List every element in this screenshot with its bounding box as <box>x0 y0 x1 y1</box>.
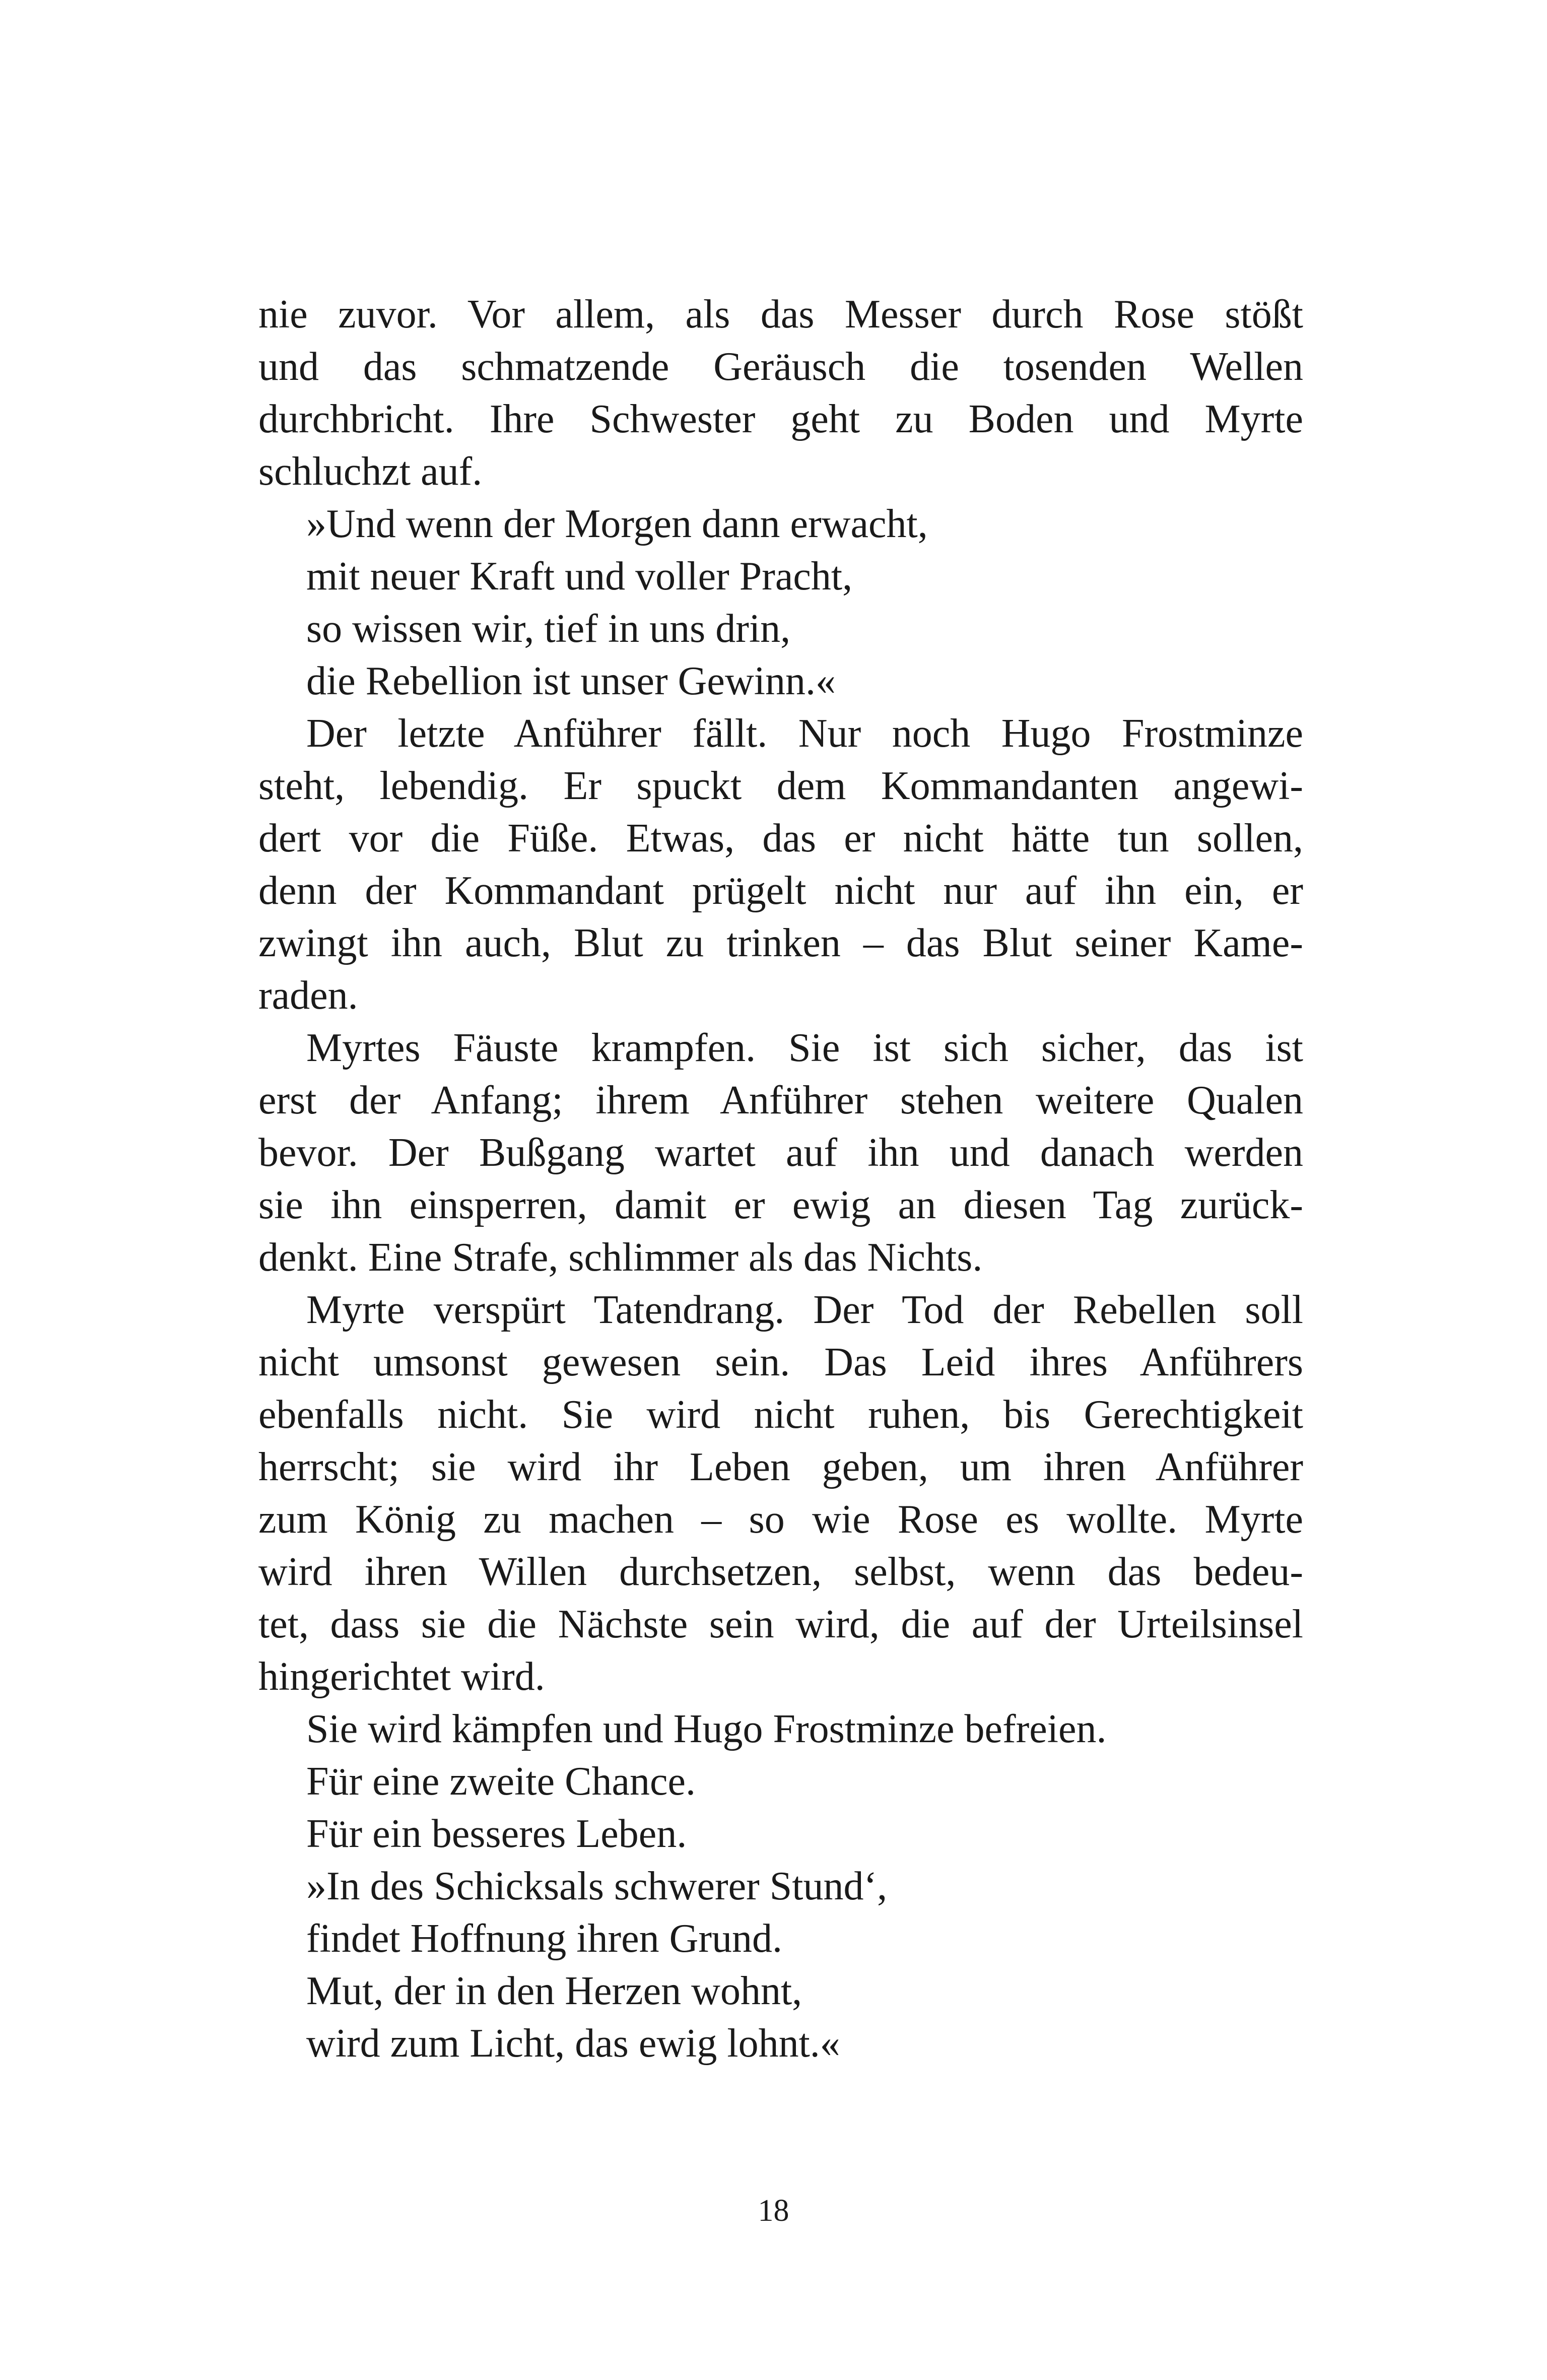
text-line: »In des Schicksals schwerer Stund‘, <box>306 1864 888 1908</box>
text-line: durchbricht. Ihre Schwester geht zu Boden und Myrte <box>258 397 1303 441</box>
text-line: denkt. Eine Strafe, schlimmer als das Nichts. <box>258 1235 983 1280</box>
text-line: tet, dass sie die Nächste sein wird, die auf der Urteilsinsel <box>258 1602 1303 1646</box>
text-line: Für eine zweite Chance. <box>306 1759 696 1804</box>
text-line: nie zuvor. Vor allem, als das Messer durch Rose stößt <box>258 292 1303 337</box>
text-line: bevor. Der Bußgang wartet auf ihn und danach werden <box>258 1131 1303 1175</box>
text-line: die Rebellion ist unser Gewinn.« <box>306 659 836 703</box>
page-number: 18 <box>758 2194 789 2228</box>
text-line: zum König zu machen – so wie Rose es wollte. Myrte <box>258 1497 1303 1542</box>
text-line: nicht umsonst gewesen sein. Das Leid ihres Anführers <box>258 1340 1303 1384</box>
text-line: steht, lebendig. Er spuckt dem Kommandanten angewi- <box>258 764 1303 808</box>
text-line: hingerichtet wird. <box>258 1655 545 1699</box>
text-line: Myrtes Fäuste krampfen. Sie ist sich sicher, das ist <box>306 1026 1303 1070</box>
text-line: zwingt ihn auch, Blut zu trinken – das Blut seiner Kame- <box>258 921 1303 965</box>
text-line: dert vor die Füße. Etwas, das er nicht hätte tun sollen, <box>258 816 1303 861</box>
text-line: findet Hoffnung ihren Grund. <box>306 1916 782 1961</box>
text-line: wird ihren Willen durchsetzen, selbst, wenn das bedeu- <box>258 1550 1303 1594</box>
text-line: erst der Anfang; ihrem Anführer stehen weitere Qualen <box>258 1078 1303 1122</box>
text-line: »Und wenn der Morgen dann erwacht, <box>306 502 928 546</box>
text-line: schluchzt auf. <box>258 449 483 494</box>
text-line: Mut, der in den Herzen wohnt, <box>306 1969 802 2013</box>
text-line: raden. <box>258 973 358 1018</box>
text-line: Für ein besseres Leben. <box>306 1812 687 1856</box>
text-line: wird zum Licht, das ewig lohnt.« <box>306 2021 840 2066</box>
text-line: so wissen wir, tief in uns drin, <box>306 607 791 651</box>
text-line: sie ihn einsperren, damit er ewig an diesen Tag zurück- <box>258 1183 1303 1227</box>
text-line: Myrte verspürt Tatendrang. Der Tod der Rebellen soll <box>306 1288 1303 1332</box>
text-line: Sie wird kämpfen und Hugo Frostminze befreien. <box>306 1707 1107 1751</box>
body-text <box>258 288 1303 2070</box>
text-line: denn der Kommandant prügelt nicht nur auf ihn ein, er <box>258 869 1303 913</box>
text-line: mit neuer Kraft und voller Pracht, <box>306 554 853 599</box>
text-line: ebenfalls nicht. Sie wird nicht ruhen, bis Gerechtigkeit <box>258 1393 1303 1437</box>
text-line: herrscht; sie wird ihr Leben geben, um ihren Anführer <box>258 1445 1303 1489</box>
text-line: Der letzte Anführer fällt. Nur noch Hugo Frostminze <box>306 711 1303 756</box>
text-line: und das schmatzende Geräusch die tosenden Wellen <box>258 345 1303 389</box>
